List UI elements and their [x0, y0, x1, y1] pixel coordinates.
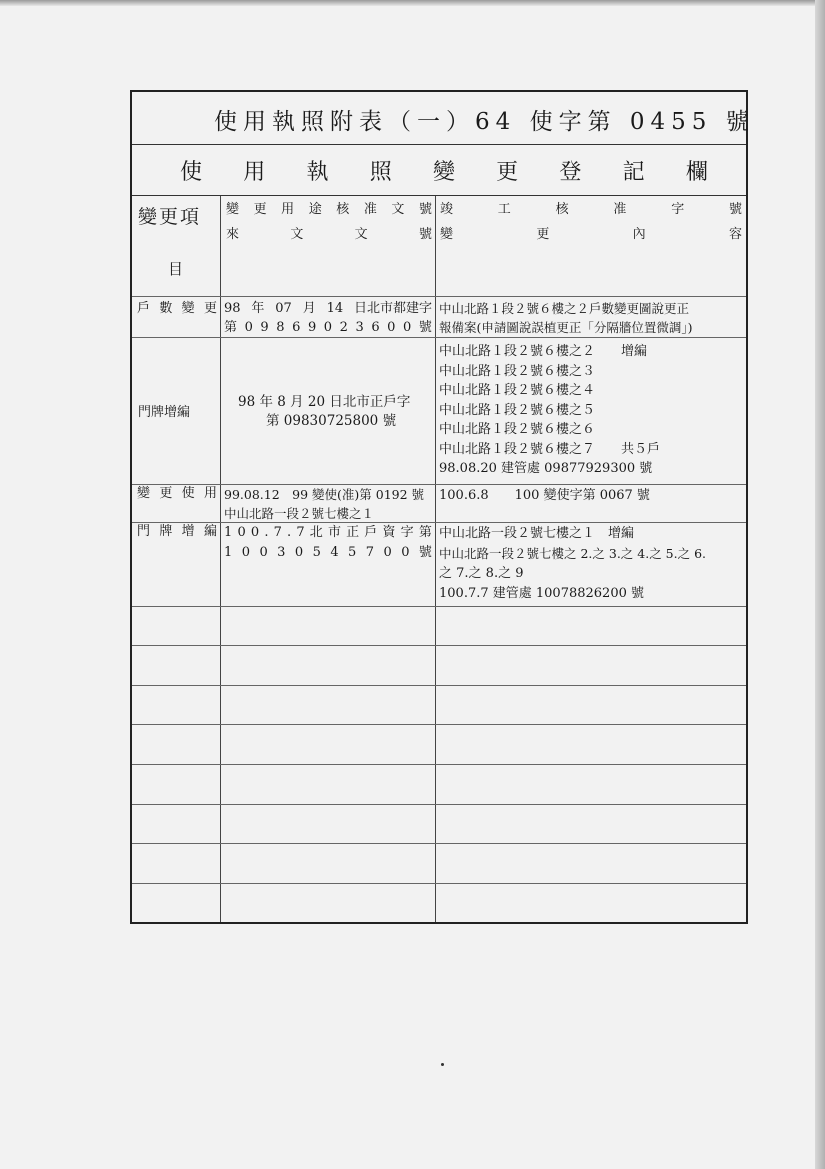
- subtitle-char: 執: [306, 160, 329, 185]
- doc-token: .: [264, 525, 269, 540]
- doc-token: 0: [383, 545, 392, 560]
- subtitle-row: [132, 145, 746, 196]
- header-change-content: [440, 225, 742, 245]
- doc-token: 0: [323, 320, 333, 335]
- row3-item: [137, 484, 217, 504]
- subtitle-char: 用: [243, 160, 266, 185]
- row-divider: [132, 724, 746, 725]
- row-divider: [132, 804, 746, 805]
- doc-token: .: [287, 525, 292, 540]
- doc-token: 4: [330, 545, 339, 560]
- row2-content-line: 中山北路１段２號６樓之６: [439, 422, 596, 437]
- scan-speck: [441, 1063, 444, 1066]
- row3-content-line: 100.6.8 100 變使字第 0067 號: [439, 488, 650, 503]
- doc-token: 0: [241, 545, 250, 560]
- header-char: 准: [363, 202, 377, 217]
- row4-doc-line1: [224, 523, 432, 543]
- doc-token: 第: [224, 320, 238, 335]
- scan-edge-right: [815, 0, 825, 1169]
- license-table: [130, 90, 755, 924]
- doc-token: 5: [348, 545, 357, 560]
- subtitle-char: 變: [432, 160, 455, 185]
- row4-content-line: 之 7.之 8.之 9: [439, 566, 524, 581]
- row3-doc-line2: 中山北路一段２號七樓之１: [224, 506, 375, 521]
- doc-token: 0: [250, 525, 260, 540]
- row2-content-line: 中山北路１段２號６樓之３: [439, 363, 596, 379]
- doc-token: 年: [251, 301, 265, 316]
- doc-token: 0: [387, 320, 396, 335]
- doc-token: 0: [403, 320, 412, 335]
- item-char: 門: [137, 524, 151, 539]
- doc-token: 號: [418, 545, 432, 560]
- row1-doc-line1: [224, 299, 432, 319]
- subtitle-char: 欄: [685, 160, 708, 185]
- item-char: 變: [137, 486, 151, 501]
- row4-item: [137, 522, 217, 542]
- doc-token: 月: [302, 301, 316, 316]
- header-char: 號: [418, 227, 432, 242]
- row1-doc-line2: [224, 318, 432, 338]
- header-char: 更: [536, 227, 550, 242]
- column-divider: [220, 196, 221, 922]
- document-title: 使用執照附表（一）64 使字第 0455 號: [214, 109, 755, 135]
- row2-content-line: 中山北路１段２號６樓之５: [439, 402, 596, 418]
- subtitle-char: 使: [180, 160, 203, 185]
- subtitle-char: 記: [622, 160, 645, 185]
- header-char: 用: [281, 202, 295, 217]
- doc-token: 7: [296, 525, 305, 540]
- doc-token: 字: [400, 525, 414, 540]
- doc-token: 6: [292, 320, 301, 335]
- header-char: 號: [418, 202, 432, 217]
- row4-doc-line2: [224, 543, 432, 563]
- header-char: 號: [728, 202, 742, 217]
- doc-token: 7: [365, 545, 375, 560]
- row2-content-line: 中山北路１段２號６樓之２ 增編: [439, 344, 648, 359]
- item-char: 使: [181, 486, 195, 501]
- header-char: 文: [391, 202, 405, 217]
- header-char: 准: [613, 202, 627, 217]
- row-divider: [132, 883, 746, 884]
- header-item: 變更項: [138, 206, 202, 228]
- doc-token: 0: [259, 545, 268, 560]
- doc-token: 0: [294, 545, 304, 560]
- doc-token: 1: [224, 545, 233, 560]
- header-char: 變: [440, 227, 454, 242]
- item-char: 更: [159, 486, 173, 501]
- header-char: 工: [497, 202, 511, 217]
- row1-content-line1: 中山北路１段２號６樓之２戶數變更圖說更正: [439, 301, 690, 316]
- header-approval-doc: [226, 200, 432, 220]
- doc-token: 市: [327, 525, 341, 540]
- doc-token: 3: [277, 545, 286, 560]
- subtitle-char: 登: [559, 160, 582, 185]
- row4-content-line: 100.7.7 建管處 10078826200 號: [439, 586, 644, 601]
- header-char: 更: [253, 202, 267, 217]
- item-char: 戶: [137, 301, 151, 316]
- doc-token: 第: [418, 525, 432, 540]
- subtitle-char: 照: [369, 160, 392, 185]
- row-divider: [132, 685, 746, 686]
- row3-doc-line1: 99.08.12 99 變使(准)第 0192 號: [224, 487, 425, 502]
- subtitle: [180, 155, 708, 186]
- doc-token: 0: [401, 545, 410, 560]
- item-char: 牌: [159, 524, 173, 539]
- header-incoming-doc: [226, 225, 432, 245]
- doc-token: 號: [418, 320, 432, 335]
- item-char: 數: [159, 301, 173, 316]
- row-divider: [132, 296, 746, 297]
- doc-token: 北: [309, 525, 323, 540]
- header-char: 途: [308, 202, 322, 217]
- item-char: 用: [203, 486, 217, 501]
- doc-token: 9: [260, 320, 269, 335]
- doc-token: 14: [326, 301, 344, 316]
- doc-token: 9: [307, 320, 317, 335]
- column-divider: [435, 196, 436, 922]
- header-char: 字: [671, 202, 685, 217]
- header-item-b: 目: [168, 260, 184, 278]
- item-char: 更: [203, 301, 217, 316]
- row1-content-line2: 報備案(申請圖說誤植更正「分隔牆位置微調」): [439, 320, 693, 335]
- doc-token: 資: [382, 525, 396, 540]
- row2-doc-line2: 第 09830725800 號: [266, 413, 397, 429]
- header-char: 文: [354, 227, 368, 242]
- row-divider: [132, 606, 746, 607]
- doc-token: 日北市都建字: [353, 301, 432, 316]
- row-divider: [132, 764, 746, 765]
- item-char: 編: [203, 524, 217, 539]
- row4-content-line: 中山北路一段２號七樓之１ 增編: [439, 526, 635, 541]
- row2-content-line: 中山北路１段２號６樓之４: [439, 383, 596, 398]
- item-char: 變: [181, 301, 195, 316]
- doc-token: 7: [273, 525, 282, 540]
- doc-token: 98: [224, 301, 241, 316]
- doc-token: 2: [339, 320, 348, 335]
- doc-token: 6: [371, 320, 380, 335]
- header-char: 容: [728, 227, 742, 242]
- doc-token: 正: [346, 525, 360, 540]
- row2-content-line: 98.08.20 建管處 09877929300 號: [439, 461, 653, 476]
- subtitle-char: 更: [496, 160, 519, 185]
- header-char: 核: [555, 202, 569, 217]
- doc-token: 8: [276, 320, 285, 335]
- doc-token: 0: [244, 320, 253, 335]
- header-char: 竣: [440, 202, 454, 217]
- doc-token: 0: [237, 525, 246, 540]
- row2-content-line: 中山北路１段２號６樓之７ 共５戶: [439, 441, 661, 457]
- row-divider: [132, 645, 746, 646]
- doc-token: 5: [312, 545, 321, 560]
- header-char: 變: [226, 202, 240, 217]
- header-char: 文: [290, 227, 304, 242]
- row2-doc-line1: 98 年 8 月 20 日北市正戶字: [238, 394, 411, 410]
- header-char: 來: [226, 227, 240, 242]
- row4-content-line: 中山北路一段２號七樓之 2.之 3.之 4.之 5.之 6.: [439, 546, 706, 561]
- title-row: [132, 92, 755, 145]
- doc-token: 1: [224, 525, 233, 540]
- header-char: 內: [632, 227, 646, 242]
- doc-token: 07: [275, 301, 292, 316]
- item-char: 增: [181, 524, 195, 539]
- row-divider: [132, 843, 746, 844]
- header-char: 核: [336, 202, 350, 217]
- header-completion-approval: [440, 200, 742, 220]
- row2-item: 門牌增編: [138, 405, 191, 420]
- scan-edge-top: [0, 0, 825, 6]
- row1-item: [137, 299, 217, 319]
- doc-token: 3: [355, 320, 364, 335]
- doc-token: 戶: [364, 525, 378, 540]
